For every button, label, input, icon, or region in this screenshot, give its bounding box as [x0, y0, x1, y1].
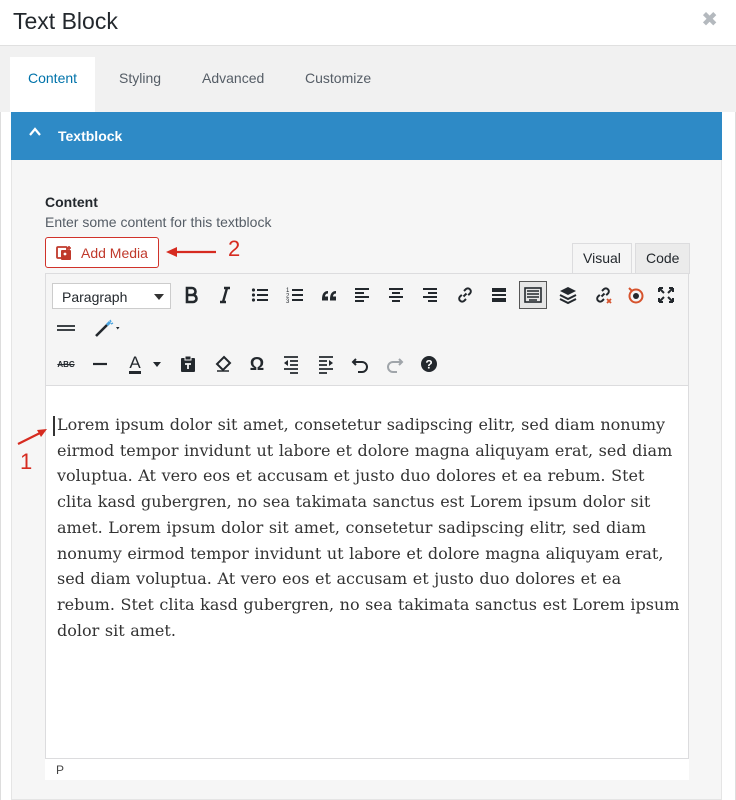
tab-content[interactable]: Content	[10, 57, 95, 112]
element-path[interactable]: P	[56, 763, 65, 777]
read-more-icon[interactable]	[485, 281, 513, 309]
outdent-icon[interactable]	[277, 350, 305, 378]
format-select[interactable]	[52, 283, 171, 309]
bold-icon[interactable]	[177, 281, 205, 309]
field-description: Enter some content for this textblock	[45, 214, 272, 230]
blockquote-icon[interactable]	[315, 281, 343, 309]
hr-icon[interactable]	[86, 350, 114, 378]
editor-statusbar	[45, 758, 689, 780]
svg-text:2: 2	[286, 293, 290, 300]
modal-title: Text Block	[13, 8, 118, 34]
editor-content[interactable]: Lorem ipsum dolor sit amet, consetetur sadipscing elitr, sed diam nonumy eirmod tempor invidunt ut labore et dolore magna aliquyam erat, sed diam voluptua. At vero eos et accusam et justo duo dolores et ea rebum. Stet clita kasd gubergren, no sea takimata sanctus est Lorem ipsum dolor sit amet. Lorem ipsum dolor sit amet, consetetur sadipscing elitr, sed diam nonumy eirmod tempor invidunt ut labore et dolore magna aliquyam erat, sed diam voluptua. At vero eos et accusam et justo duo dolores et ea rebum. Stet clita kasd gubergren, no sea takimata sanctus est Lorem ipsum dolor sit amet.	[57, 415, 680, 640]
tab-advanced[interactable]: Advanced	[202, 70, 265, 86]
align-right-icon[interactable]	[416, 281, 444, 309]
add-media-button[interactable]	[45, 237, 159, 268]
indent-icon[interactable]	[312, 350, 340, 378]
annotation-number-1: 1	[20, 449, 33, 474]
close-icon[interactable]: ✖	[701, 9, 718, 31]
panel-header-textblock[interactable]	[11, 112, 722, 160]
omega-glyph: Ω	[249, 354, 265, 374]
help-icon[interactable]	[415, 350, 443, 378]
undo-icon[interactable]	[346, 350, 374, 378]
magic-wand-icon[interactable]	[88, 314, 128, 342]
text-color-icon[interactable]	[121, 350, 149, 378]
toolbar-toggle-icon[interactable]	[519, 281, 547, 309]
text-color-letter: A	[129, 352, 141, 372]
annotation-number-2: 2	[228, 236, 241, 261]
paste-text-icon[interactable]	[174, 350, 202, 378]
italic-icon[interactable]	[211, 281, 239, 309]
chevron-down-icon	[154, 294, 164, 300]
link-icon[interactable]	[451, 281, 479, 309]
modal-header	[0, 0, 736, 46]
tab-customize[interactable]: Customize	[305, 70, 372, 86]
record-icon[interactable]	[622, 281, 650, 309]
text-cursor	[53, 416, 55, 436]
horizontal-line-icon[interactable]	[52, 314, 80, 342]
redo-icon[interactable]	[381, 350, 409, 378]
chevron-up-icon	[29, 126, 41, 138]
align-center-icon[interactable]	[382, 281, 410, 309]
svg-text:?: ?	[425, 357, 433, 372]
svg-text:3: 3	[286, 299, 290, 305]
numbered-list-icon[interactable]	[281, 281, 309, 309]
add-media-icon	[56, 245, 74, 261]
clear-formatting-icon[interactable]	[209, 350, 237, 378]
svg-text:1: 1	[286, 288, 290, 294]
tab-visual[interactable]: Visual	[572, 243, 632, 274]
bullet-list-icon[interactable]	[246, 281, 274, 309]
strikethrough-icon[interactable]	[52, 350, 80, 378]
chevron-down-icon[interactable]	[150, 356, 164, 372]
tab-code[interactable]: Code	[635, 243, 690, 274]
tab-styling[interactable]: Styling	[119, 70, 162, 86]
add-media-label: Add Media	[81, 245, 148, 261]
align-left-icon[interactable]	[348, 281, 376, 309]
tab-bar	[0, 46, 736, 112]
strike-label: ABC	[57, 359, 75, 369]
unlink-icon[interactable]	[589, 281, 617, 309]
field-label: Content	[45, 194, 98, 210]
panel-title: Textblock	[58, 128, 123, 144]
layers-icon[interactable]	[554, 281, 582, 309]
fullscreen-icon[interactable]	[652, 281, 680, 309]
format-select-value: Paragraph	[62, 289, 128, 305]
special-character-icon[interactable]	[243, 350, 271, 378]
